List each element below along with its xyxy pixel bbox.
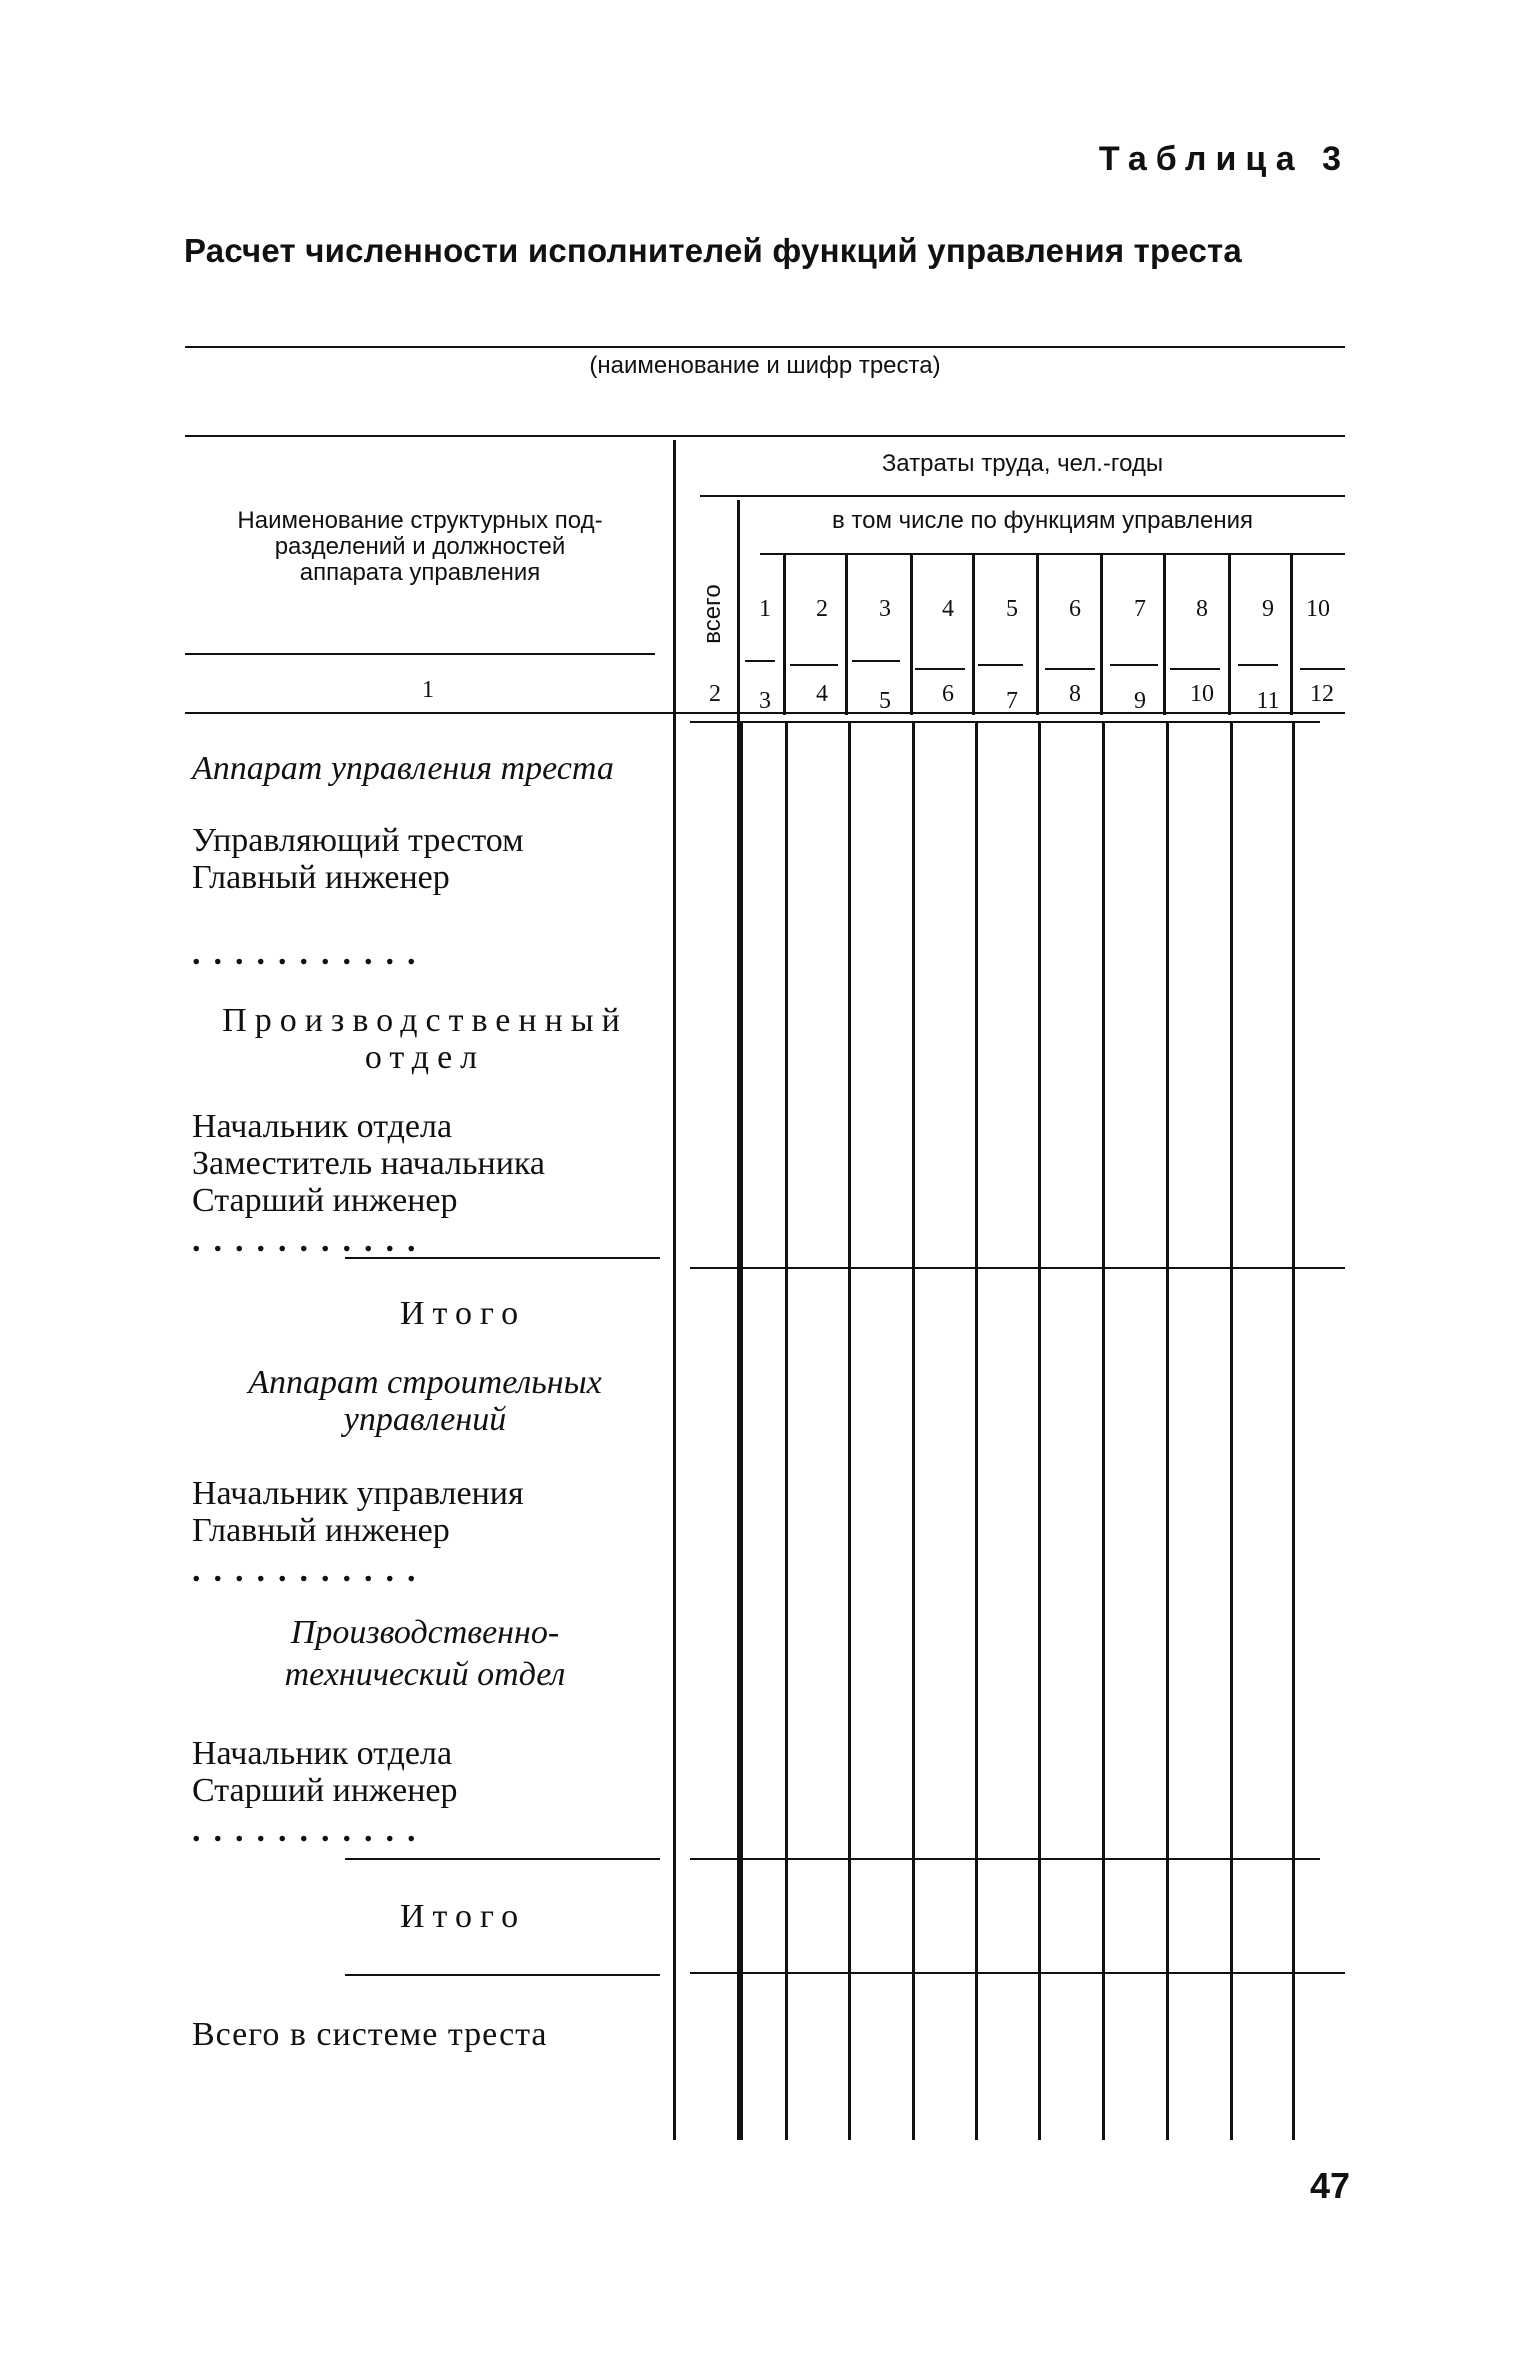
row-chief-engineer: Главный инженер [192, 1512, 450, 1549]
column-number: 2 [709, 681, 721, 707]
row-ellipsis: ........... [192, 1552, 429, 1589]
section-pto [200, 1612, 650, 1696]
column-number: 8 [1069, 681, 1081, 707]
fn-tick [1045, 668, 1095, 670]
function-number: 8 [1196, 596, 1208, 622]
fn-tick [745, 660, 775, 662]
body-col-line [1292, 722, 1295, 2140]
trust-name-line [185, 346, 1345, 348]
section-production-dept [195, 1002, 655, 1076]
section-construction-apparatus [200, 1364, 650, 1438]
labor-header-underline [700, 495, 1345, 497]
fn-tick [1170, 668, 1220, 670]
row-senior-engineer: Старший инженер [192, 1772, 458, 1809]
column-number: 6 [942, 681, 954, 707]
fn-col-sep [1163, 555, 1166, 715]
col1-separator [673, 440, 676, 2140]
function-number: 9 [1262, 596, 1274, 622]
trust-name-caption: (наименование и шифр треста) [589, 352, 941, 379]
row-admin-head: Начальник управления [192, 1475, 524, 1512]
row-ellipsis: ........... [192, 1222, 429, 1259]
table-top-border [185, 435, 1345, 437]
body-col-line [975, 722, 978, 2140]
col1-header-line: разделений и должностей [274, 533, 566, 560]
page-number: 47 [1309, 2165, 1350, 2206]
function-number: 6 [1069, 596, 1081, 622]
body-col-line [740, 722, 743, 2140]
row-dept-head: Начальник отдела [192, 1108, 453, 1145]
function-number: 2 [816, 596, 828, 622]
column-number: 5 [879, 688, 891, 714]
row-chief-engineer: Главный инженер [192, 859, 450, 896]
fn-tick [1110, 664, 1158, 666]
function-number: 7 [1134, 596, 1146, 622]
fn-tick [915, 668, 965, 670]
column-number: 10 [1190, 681, 1214, 707]
fn-tick [978, 664, 1023, 666]
col1-header-line: Наименование структурных под- [237, 507, 603, 534]
row-ellipsis: ........... [192, 935, 429, 972]
total-vertical-label: всего [699, 584, 726, 644]
row-grand-total: Всего в системе треста [192, 2016, 548, 2053]
fn-col-sep [1228, 555, 1231, 715]
column-number: 11 [1256, 688, 1280, 714]
column-number: 3 [759, 688, 771, 714]
body-col-line [785, 722, 788, 2140]
fn-col-sep [845, 555, 848, 715]
column-number: 4 [816, 681, 828, 707]
column-number-1: 1 [422, 677, 434, 703]
body-col-line [1102, 722, 1105, 2140]
function-number: 1 [759, 596, 771, 622]
column-number: 9 [1134, 688, 1146, 714]
row-senior-engineer: Старший инженер [192, 1182, 458, 1219]
section-construction-apparatus-line: Аппарат строительных [248, 1364, 602, 1401]
fn-col-sep [1290, 555, 1293, 715]
page-title: Расчет численности исполнителей функций управления треста [184, 232, 1242, 269]
section-trust-apparatus: Аппарат управления треста [192, 750, 614, 787]
fn-col-sep [910, 555, 913, 715]
body-col-line [912, 722, 915, 2140]
table-label: Таблица 3 [1098, 140, 1350, 178]
row-ellipsis: ........... [192, 1812, 429, 1849]
row-deputy-head: Заместитель начальника [192, 1145, 546, 1182]
function-number: 3 [879, 596, 891, 622]
row-subtotal: Итого [400, 1898, 527, 1935]
function-number: 10 [1306, 596, 1330, 622]
subtotal-2-bottom-line [345, 1974, 660, 1976]
subtotal-1-line-right [690, 1267, 1345, 1269]
body-col-line [1230, 722, 1233, 2140]
section-production-dept-line: отдел [364, 1039, 486, 1076]
fn-tick [1300, 668, 1345, 670]
row-trust-manager: Управляющий трестом [192, 822, 524, 859]
fn-col-sep [1100, 555, 1103, 715]
section-pto-line: Производственно- [290, 1614, 560, 1651]
body-col-line [1038, 722, 1041, 2140]
col1-header-line: аппарата управления [299, 559, 541, 586]
body-col-line [1166, 722, 1169, 2140]
row-dept-head: Начальник отдела [192, 1735, 453, 1772]
section-construction-apparatus-line: управлений [343, 1401, 507, 1438]
subtotal-2-bottom-line-right [690, 1972, 1345, 1974]
fn-col-sep [972, 555, 975, 715]
fn-tick [1238, 664, 1278, 666]
column-number: 7 [1006, 688, 1018, 714]
section-pto-line: технический отдел [284, 1656, 566, 1693]
section-production-dept-line: Производственный [222, 1002, 628, 1039]
function-number: 4 [942, 596, 954, 622]
column-number: 12 [1310, 681, 1334, 707]
fn-tick [852, 660, 900, 662]
row-subtotal: Итого [400, 1295, 527, 1332]
subtotal-2-top-line [345, 1858, 660, 1860]
fn-tick [790, 664, 838, 666]
fn-col-sep [1036, 555, 1039, 715]
col1-header-underline [185, 653, 655, 655]
labor-costs-header: Затраты труда, чел.-годы [881, 450, 1164, 477]
functions-header: в том числе по функциям управления [831, 507, 1254, 534]
body-col-line [848, 722, 851, 2140]
function-number: 5 [1006, 596, 1018, 622]
col1-header [190, 508, 650, 586]
